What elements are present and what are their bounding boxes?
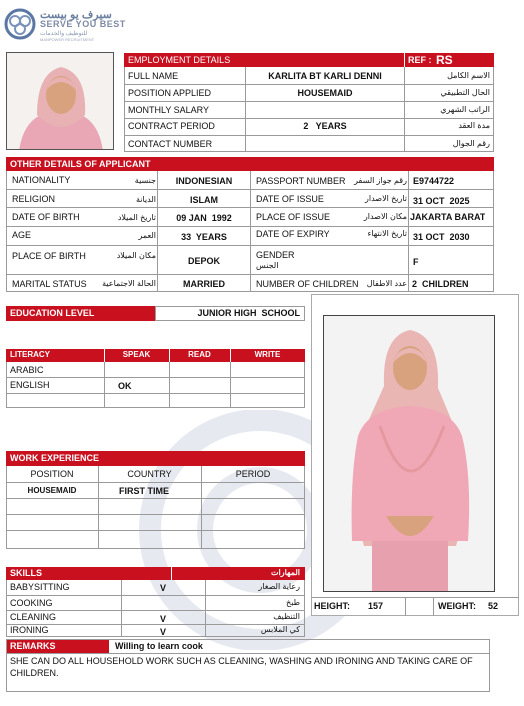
children-label: NUMBER OF CHILDREN: [256, 280, 359, 289]
gender-label: GENDER: [256, 251, 295, 260]
expiry-ar: تاريخ الانتهاء: [367, 230, 407, 238]
position-ar: الحال التطبيقي: [440, 89, 490, 97]
literacy-col-speak: SPEAK: [122, 351, 151, 359]
contract-label: CONTRACT PERIOD: [128, 122, 215, 131]
applicant-photo-small: [6, 52, 114, 150]
birthplace-value: DEPOK: [187, 257, 220, 266]
contract-ar: مدة العقد: [458, 122, 490, 130]
religion-value: ISLAM: [190, 196, 218, 205]
work-col-position: POSITION: [30, 470, 74, 479]
skill-cleaning-mark: V: [160, 615, 167, 624]
full-name-ar: الاسم الكامل: [447, 72, 490, 80]
logo-arabic: سيرف يو بيست: [40, 9, 112, 21]
skill-babysitting-ar: رعاية الصغار: [258, 583, 300, 591]
ref-value: RS: [436, 54, 453, 66]
contract-value: 2 YEARS: [303, 122, 347, 131]
literacy-arabic: ARABIC: [10, 366, 44, 375]
age-label: AGE: [12, 231, 32, 240]
passport-ar: رقم جواز السفر: [354, 177, 407, 185]
issue-place-ar: مكان الاصدار: [363, 213, 407, 221]
birthplace-label: PLACE OF BIRTH: [12, 252, 86, 261]
nationality-ar: جنسية: [134, 177, 156, 185]
skill-cleaning: CLEANING: [10, 613, 57, 622]
expiry-value: 31 OCT 2030: [413, 233, 470, 242]
passport-label: PASSPORT NUMBER: [256, 177, 346, 186]
skill-ironing-mark: V: [160, 628, 167, 637]
issue-date-label: DATE OF ISSUE: [256, 195, 324, 204]
gender-value: F: [413, 258, 419, 267]
position-label: POSITION APPLIED: [128, 89, 212, 98]
marital-value: MARRIED: [183, 280, 225, 289]
children-ar: عدد الاطفال: [366, 280, 407, 288]
remarks-text: SHE CAN DO ALL HOUSEHOLD WORK SUCH AS CLEANING, WASHING AND IRONING AND TAKING CARE OF CHILDREN.: [10, 656, 473, 678]
nationality-label: NATIONALITY: [12, 176, 71, 185]
issue-date-ar: تاريخ الاصدار: [364, 195, 407, 203]
skills-title: SKILLS: [10, 569, 43, 578]
issue-date-value: 31 OCT 2025: [413, 197, 470, 206]
skill-cooking: COOKING: [10, 599, 53, 608]
dob-value: 09 JAN 1992: [176, 214, 232, 223]
issue-place-label: PLACE OF ISSUE: [256, 213, 331, 222]
contact-ar: رقم الجوال: [452, 140, 490, 148]
nationality-value: INDONESIAN: [175, 177, 233, 186]
logo-name: SERVE YOU BEST: [40, 19, 126, 29]
full-name-label: FULL NAME: [128, 72, 179, 81]
portrait-icon: [7, 53, 114, 150]
literacy-english-speak: OK: [118, 382, 132, 391]
work-title: WORK EXPERIENCE: [10, 454, 100, 463]
religion-ar: الديانة: [135, 196, 156, 204]
skills-title-ar: المهارات: [270, 569, 300, 577]
age-value: 33 YEARS: [181, 233, 227, 242]
portrait-full-icon: [324, 316, 495, 592]
literacy-table: [6, 362, 305, 408]
contact-label: CONTACT NUMBER: [128, 140, 213, 149]
issue-place-value: JAKARTA BARAT: [410, 213, 486, 222]
marital-ar: الحالة الاجتماعية: [102, 280, 156, 288]
education-value: JUNIOR HIGH SCHOOL: [197, 309, 300, 318]
marital-label: MARITAL STATUS: [12, 280, 87, 289]
literacy-col-write: WRITE: [254, 351, 281, 359]
skill-cleaning-ar: التنظيف: [273, 613, 300, 621]
skill-babysitting-mark: V: [160, 584, 167, 593]
employment-title: EMPLOYMENT DETAILS: [128, 56, 231, 65]
skill-babysitting: BABYSITTING: [10, 583, 70, 592]
position-value: HOUSEMAID: [297, 89, 353, 98]
remarks-title: REMARKS: [10, 642, 56, 651]
skill-cooking-ar: طبخ: [286, 599, 300, 607]
literacy-col-read: READ: [188, 351, 211, 359]
full-name-value: KARLITA BT KARLI DENNI: [268, 72, 382, 81]
work-row-position: HOUSEMAID: [27, 487, 77, 495]
height-label: HEIGHT:: [314, 602, 350, 611]
dob-ar: تاريخ الميلاد: [117, 214, 156, 222]
work-row-country: FIRST TIME: [119, 487, 169, 496]
gender-ar: الجنس: [256, 262, 279, 270]
passport-value: E9744722: [413, 177, 455, 186]
company-logo-icon: [4, 8, 36, 40]
other-details-title: OTHER DETAILS OF APPLICANT: [10, 160, 151, 169]
salary-ar: الراتب الشهري: [440, 106, 490, 114]
religion-label: RELIGION: [12, 195, 56, 204]
expiry-label: DATE OF EXPIRY: [256, 230, 330, 239]
logo-arabic-sub: للتوظيف والخدمات: [40, 31, 88, 37]
skill-ironing-ar: كي الملابس: [260, 626, 300, 634]
salary-label: MONTHLY SALARY: [128, 106, 210, 115]
skill-ironing: IRONING: [10, 626, 49, 635]
remarks-note: Willing to learn cook: [115, 642, 203, 651]
literacy-col-language: LITERACY: [10, 351, 50, 359]
ref-label: REF :: [408, 56, 432, 65]
dob-label: DATE OF BIRTH: [12, 213, 80, 222]
age-ar: العمر: [138, 232, 156, 240]
logo-subtitle: MANPOWER RECRUITMENT: [40, 37, 95, 42]
weight-label: WEIGHT:: [438, 602, 476, 611]
children-value: 2 CHILDREN: [412, 280, 469, 289]
literacy-english: ENGLISH: [10, 381, 50, 390]
birthplace-ar: مكان الميلاد: [116, 252, 156, 260]
applicant-photo-large: [323, 315, 495, 592]
education-title: EDUCATION LEVEL: [10, 309, 95, 318]
work-col-country: COUNTRY: [127, 470, 172, 479]
height-value: 157: [368, 602, 384, 611]
work-col-period: PERIOD: [235, 470, 271, 479]
weight-value: 52: [488, 602, 499, 611]
